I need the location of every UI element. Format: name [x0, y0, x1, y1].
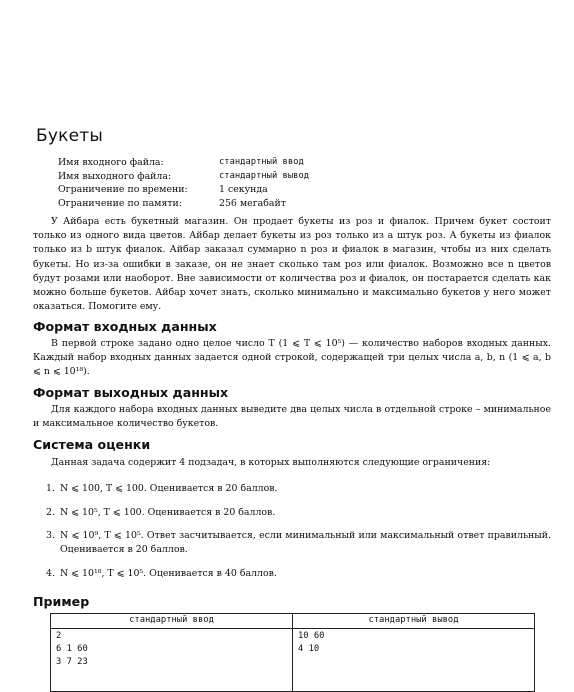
- subtask-item: [33, 567, 551, 581]
- subtask-text: N ⩽ 100, T ⩽ 100. Оценивается в 20 баллов.: [60, 483, 278, 494]
- input-format-text: [33, 337, 551, 380]
- example-output-header: стандартный вывод: [293, 614, 535, 629]
- example-input-header: стандартный ввод: [51, 614, 293, 629]
- limit-value: стандартный вывод: [219, 170, 310, 181]
- statement-paragraph: У Айбара есть букетный магазин. Он продает букеты из роз и фиалок. Причем букет состоит только из одного вида цветов. Айбар делает букеты из роз только из a штук роз. А букеты из фиалок только из b штук фиалок. Айбар заказал суммарно n роз и фиалок в магазин, чтобы из них сделать букеты. Но из-за ошибки в заказе, он не знает сколько там роз или фиалок. Возможно все n цветов будут розами или наоборот. Вне зависимости от количества роз и фиалок, он постарается сделать как можно больше букетов. Айбар хочет знать, сколько минимально и максимально букетов у него может оказаться. Помогите ему.: [33, 216, 551, 313]
- limit-key: Ограничение по памяти:: [58, 197, 182, 209]
- example-heading: Пример: [33, 594, 90, 609]
- subtask-number: 4.: [46, 568, 55, 579]
- problem-title: Букеты: [36, 126, 103, 146]
- limit-value: стандартный ввод: [219, 157, 304, 167]
- subtask-item: [33, 482, 551, 496]
- limit-row-memory: [58, 197, 309, 211]
- subtask-item: [33, 506, 551, 520]
- input-format-paragraph: В первой строке задано одно целое число T (1 ⩽ T ⩽ 10⁵) — количество наборов входных данных. Каждый набор входных данных задается одной строкой, содержащей три целых числа a, b, n (1 ⩽ a, b ⩽ n ⩽ 10¹⁸).: [33, 338, 551, 378]
- limit-row-time: [58, 183, 309, 197]
- limit-key: Имя выходного файла:: [58, 170, 172, 182]
- limit-key: Имя входного файла:: [58, 157, 164, 168]
- subtask-text: N ⩽ 10⁵, T ⩽ 100. Оценивается в 20 баллов.: [60, 507, 276, 518]
- limit-row-input-file: [58, 156, 309, 170]
- scoring-intro-paragraph: Данная задача содержит 4 подзадач, в которых выполняются следующие ограничения:: [51, 457, 491, 468]
- example-header-row: [51, 614, 535, 629]
- limit-value: 1 секунда: [219, 184, 268, 196]
- statement-text: [33, 215, 551, 314]
- output-format-text: [33, 403, 551, 431]
- example-table: [50, 613, 535, 692]
- example-output[interactable]: 10 60 4 10: [293, 629, 535, 692]
- scoring-heading: Система оценки: [33, 437, 151, 452]
- subtask-text: N ⩽ 10⁹, T ⩽ 10⁵. Ответ засчитывается, если минимальный или максимальный ответ правильный. Оценивается в 20 баллов.: [60, 530, 551, 555]
- input-format-heading: Формат входных данных: [33, 319, 217, 334]
- subtask-item: [33, 529, 551, 556]
- output-format-paragraph: Для каждого набора входных данных выведите два целых числа в отдельной строке – минимальное и максимальное количество букетов.: [33, 404, 551, 430]
- subtask-number: 1.: [46, 483, 55, 494]
- limit-row-output-file: [58, 170, 309, 184]
- limit-key: Ограничение по времени:: [58, 184, 188, 196]
- limits-block: [58, 156, 309, 210]
- subtask-text: N ⩽ 10¹⁸, T ⩽ 10⁵. Оценивается в 40 баллов.: [60, 568, 277, 579]
- output-format-heading: Формат выходных данных: [33, 385, 229, 400]
- example-row: [51, 629, 535, 692]
- subtask-number: 3.: [46, 530, 55, 541]
- limit-value: 256 мегабайт: [219, 197, 286, 209]
- example-input[interactable]: 2 6 1 60 3 7 23: [51, 629, 293, 692]
- scoring-intro: [33, 456, 551, 470]
- subtask-number: 2.: [46, 507, 55, 518]
